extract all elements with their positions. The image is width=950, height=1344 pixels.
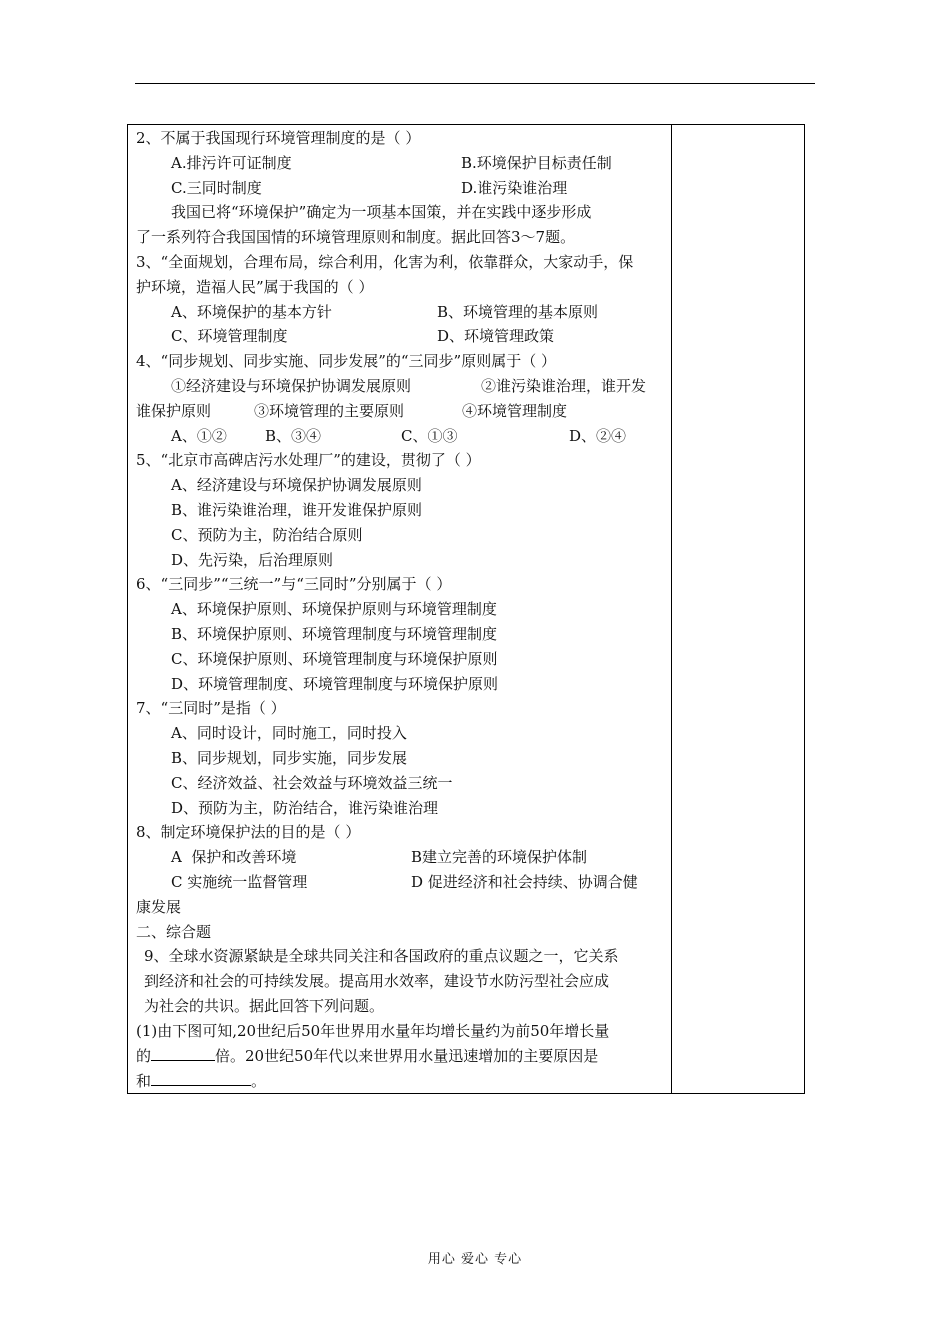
question-4: 4、“同步规划、同步实施、同步发展”的“三同步”原则属于（ ） <box>136 352 556 371</box>
option-a: A、经济建设与环境保护协调发展原则 <box>171 476 422 495</box>
option-c: C、预防为主，防治结合原则 <box>171 525 363 544</box>
option-d: D、预防为主，防治结合，谁污染谁治理 <box>171 798 439 817</box>
option-b: B、环境管理的基本原则 <box>437 302 599 321</box>
option-d: D、环境管理政策 <box>437 327 555 346</box>
question-2: 2、不属于我国现行环境管理制度的是（ ） <box>136 129 421 147</box>
option-d-continued: 康发展 <box>136 897 182 916</box>
question-9-line-1: 9、全球水资源紧缺是全球共同关注和各国政府的重点议题之一，它关系 <box>144 947 619 966</box>
statement-3: ③环境管理的主要原则 <box>254 401 405 420</box>
question-3-line-2: 护环境，造福人民”属于我国的（ ） <box>136 277 374 296</box>
question-9-sub-1-line-1: (1)由下图可知,20世纪后50年世界用水量年均增长量约为前50年增长量 <box>136 1021 610 1040</box>
statement-1: ①经济建设与环境保护协调发展原则 <box>171 376 412 395</box>
answer-blank[interactable] <box>151 1068 251 1086</box>
option-a: A 保护和改善环境 <box>171 848 297 867</box>
question-4-statements-line-2 <box>136 399 666 424</box>
option-d: D.谁污染谁治理 <box>461 178 568 197</box>
question-8-options-ab <box>136 845 666 870</box>
question-4-options <box>136 424 666 449</box>
option-a: A、环境保护原则、环境保护原则与环境管理制度 <box>171 600 497 619</box>
option-c: C.三同时制度 <box>171 178 262 197</box>
statement-2-cont: 谁保护原则 <box>136 401 212 420</box>
answer-blank[interactable] <box>151 1043 215 1061</box>
option-a: A、环境保护的基本方针 <box>171 302 332 321</box>
question-3-options-ab <box>136 300 666 325</box>
question-9-sub-1-line-3 <box>136 1068 666 1093</box>
option-d: D、环境管理制度、环境管理制度与环境保护原则 <box>171 674 499 693</box>
question-2-options-ab <box>136 151 666 176</box>
header-rule <box>135 83 815 84</box>
statement-4: ④环境管理制度 <box>462 401 568 420</box>
intro-paragraph-line-1: 我国已将“环境保护”确定为一项基本国策，并在实践中逐步形成 <box>171 203 592 222</box>
option-b: B、谁污染谁治理，谁开发谁保护原则 <box>171 500 423 519</box>
option-a: A、①② <box>171 426 227 445</box>
option-b: B.环境保护目标责任制 <box>461 153 612 172</box>
option-b: B、③④ <box>265 426 322 445</box>
option-b: B建立完善的环境保护体制 <box>411 848 588 867</box>
text-prefix: 和 <box>136 1072 152 1091</box>
notes-column-divider <box>671 125 672 1093</box>
question-9-sub-1-line-2 <box>136 1043 666 1068</box>
question-6: 6、“三同步”“三统一”与“三同时”分别属于（ ） <box>136 575 452 594</box>
question-4-statements-line-1 <box>136 374 666 399</box>
question-content <box>136 126 666 1093</box>
option-b: B、环境保护原则、环境管理制度与环境管理制度 <box>171 624 498 643</box>
text-prefix: 的 <box>136 1047 152 1066</box>
option-b: B、同步规划，同步实施，同步发展 <box>171 748 408 767</box>
worksheet-table <box>127 124 805 1094</box>
question-5: 5、“北京市高碑店污水处理厂”的建设，贯彻了（ ） <box>136 451 481 470</box>
question-7: 7、“三同时”是指（ ） <box>136 699 286 718</box>
option-c: C、经济效益、社会效益与环境效益三统一 <box>171 773 453 792</box>
question-8: 8、制定环境保护法的目的是（ ） <box>136 823 361 842</box>
text-suffix: 倍。20世纪50年代以来世界用水量迅速增加的主要原因是 <box>215 1047 599 1066</box>
question-8-options-cd <box>136 870 666 895</box>
text-suffix: 。 <box>251 1072 267 1091</box>
intro-paragraph-line-2: 了一系列符合我国国情的环境管理原则和制度。据此回答3～7题。 <box>136 228 576 247</box>
option-d: D 促进经济和社会持续、协调合健 <box>411 872 638 891</box>
question-2-options-cd <box>136 176 666 201</box>
option-c: C 实施统一监督管理 <box>171 872 308 891</box>
question-9-line-2: 到经济和社会的可持续发展。提高用水效率，建设节水防污型社会应成 <box>144 972 610 991</box>
option-d: D、先污染，后治理原则 <box>171 550 334 569</box>
option-c: C、①③ <box>401 426 458 445</box>
option-a: A.排污许可证制度 <box>171 153 292 172</box>
section-heading: 二、综合题 <box>136 922 212 941</box>
question-3-options-cd <box>136 324 666 349</box>
question-3-line-1: 3、“全面规划，合理布局，综合利用，化害为利，依靠群众，大家动手，保 <box>136 252 634 271</box>
option-d: D、②④ <box>569 426 627 445</box>
page-footer: 用心 爱心 专心 <box>427 1252 523 1267</box>
option-c: C、环境管理制度 <box>171 327 288 346</box>
statement-2: ②谁污染谁治理，谁开发 <box>481 376 647 395</box>
option-a: A、同时设计，同时施工，同时投入 <box>171 724 407 743</box>
option-c: C、环境保护原则、环境管理制度与环境保护原则 <box>171 649 498 668</box>
question-9-line-3: 为社会的共识。据此回答下列问题。 <box>144 996 385 1015</box>
